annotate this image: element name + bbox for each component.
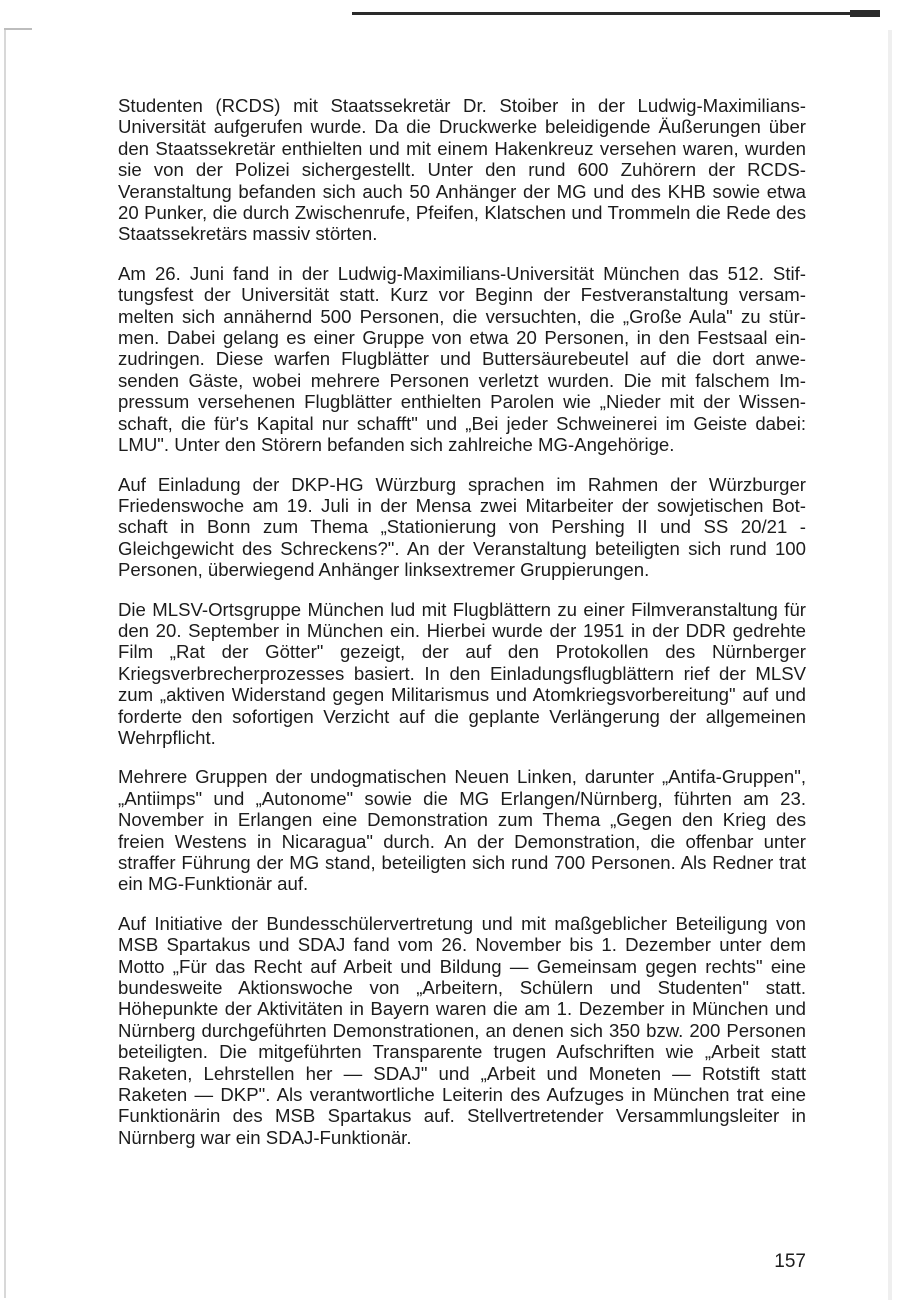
scan-top-rule-end xyxy=(850,10,880,17)
paragraph-rcds-event: Studenten (RCDS) mit Staatssekretär Dr. Stoiber in der Ludwig-Maximilians-Universität aufgerufen wurde. Da die Druckwerke beleidigende Äußerungen über den Staatssekretär enthielten und mit einem Hakenkreuz versehen waren, wurden sie von der Polizei sichergestellt. Unter den rund 600 Zuhörern der RCDS-Veranstaltung befanden sich auch 50 Anhänger der MG und des KHB sowie etwa 20 Punker, die durch Zwischenrufe, Pfeifen, Klatschen und Trommeln die Rede des Staatssekretärs massiv störten. xyxy=(118,95,806,245)
paragraph-stiftungsfest: Am 26. Juni fand in der Ludwig-Maximilians-Universität München das 512. Stiftungsfest der Universität statt. Kurz vor Beginn der Festveranstaltung versammelten sich annähernd 500 Personen, die versuchten, die „Große Aula" zu stürmen. Dabei gelang es einer Gruppe von etwa 20 Personen, in den Festsaal einzudringen. Diese warfen Flugblätter und Buttersäurebeutel auf die dort anwesenden Gäste, wobei mehrere Personen verletzt wurden. Die mit falschem Impressum versehenen Flugblätter enthielten Parolen wie „Nieder mit der Wissenschaft, die für's Kapital nur schafft" und „Bei jeder Schweinerei im Geiste dabei: LMU". Unter den Störern befanden sich zahlreiche MG-Angehörige. xyxy=(118,262,806,456)
page-number: 157 xyxy=(774,1251,806,1272)
paragraph-mlsv-film: Die MLSV-Ortsgruppe München lud mit Flugblättern zu einer Filmveranstaltung für den 20. September in München ein. Hierbei wurde der 1951 in der DDR gedrehte Film „Rat der Götter" gezeigt, der auf den Protokollen des Nürnberger Kriegsverbrecherprozesses basiert. In den Einladungsflugblättern rief der MLSV zum „aktiven Widerstand gegen Militarismus und Atomkriegsvorbereitung" auf und forderte den sofortigen Verzicht auf die geplante Verlängerung der allgemeinen Wehrpflicht. xyxy=(118,598,806,748)
document-body xyxy=(118,95,806,1166)
scan-right-edge xyxy=(888,30,892,1300)
scan-top-rule xyxy=(352,12,880,15)
scan-corner-mark xyxy=(4,28,32,30)
paragraph-aktionswoche: Auf Initiative der Bundesschülervertretung und mit maßgeblicher Beteiligung von MSB Spartakus und SDAJ fand vom 26. November bis 1. Dezember unter dem Motto „Für das Recht auf Arbeit und Bildung — Gemeinsam gegen rechts" eine bundesweite Aktionswoche von „Arbeitern, Schülern und Studenten" statt. Höhepunkte der Aktivitäten in Bayern waren die am 1. Dezember in München und Nürnberg durchgeführten Demonstrationen, an denen sich 350 bzw. 200 Personen beteiligten. Die mitgeführten Transparente trugen Aufschriften wie „Arbeit statt Raketen, Lehrstellen her — SDAJ" und „Arbeit und Moneten — Rotstift statt Raketen — DKP". Als verantwortliche Leiterin des Aufzuges in München trat eine Funktionärin des MSB Spartakus auf. Stellvertretender Versammlungsleiter in Nürnberg war ein SDAJ-Funktionär. xyxy=(118,912,806,1148)
paragraph-nicaragua-demo: Mehrere Gruppen der undogmatischen Neuen Linken, darunter „Antifa-Gruppen", „Antiimps" und „Autonome" sowie die MG Erlangen/Nürnberg, führten am 23. November in Erlangen eine Demonstration zum Thema „Gegen den Krieg des freien Westens in Nicaragua" durch. An der Demonstration, die offenbar unter straffer Führung der MG stand, beteiligten sich rund 700 Personen. Als Redner trat ein MG-Funktionär auf. xyxy=(118,766,806,895)
scan-left-edge xyxy=(4,28,6,1298)
paragraph-friedenswoche: Auf Einladung der DKP-HG Würzburg sprachen im Rahmen der Würzburger Friedenswoche am 19. Juli in der Mensa zwei Mitarbeiter der sowjetischen Botschaft in Bonn zum Thema „Stationierung von Pershing II und SS 20/21 - Gleichgewicht des Schreckens?". An der Veranstaltung beteiligten sich rund 100 Personen, überwiegend Anhänger linksextremer Gruppierungen. xyxy=(118,473,806,581)
